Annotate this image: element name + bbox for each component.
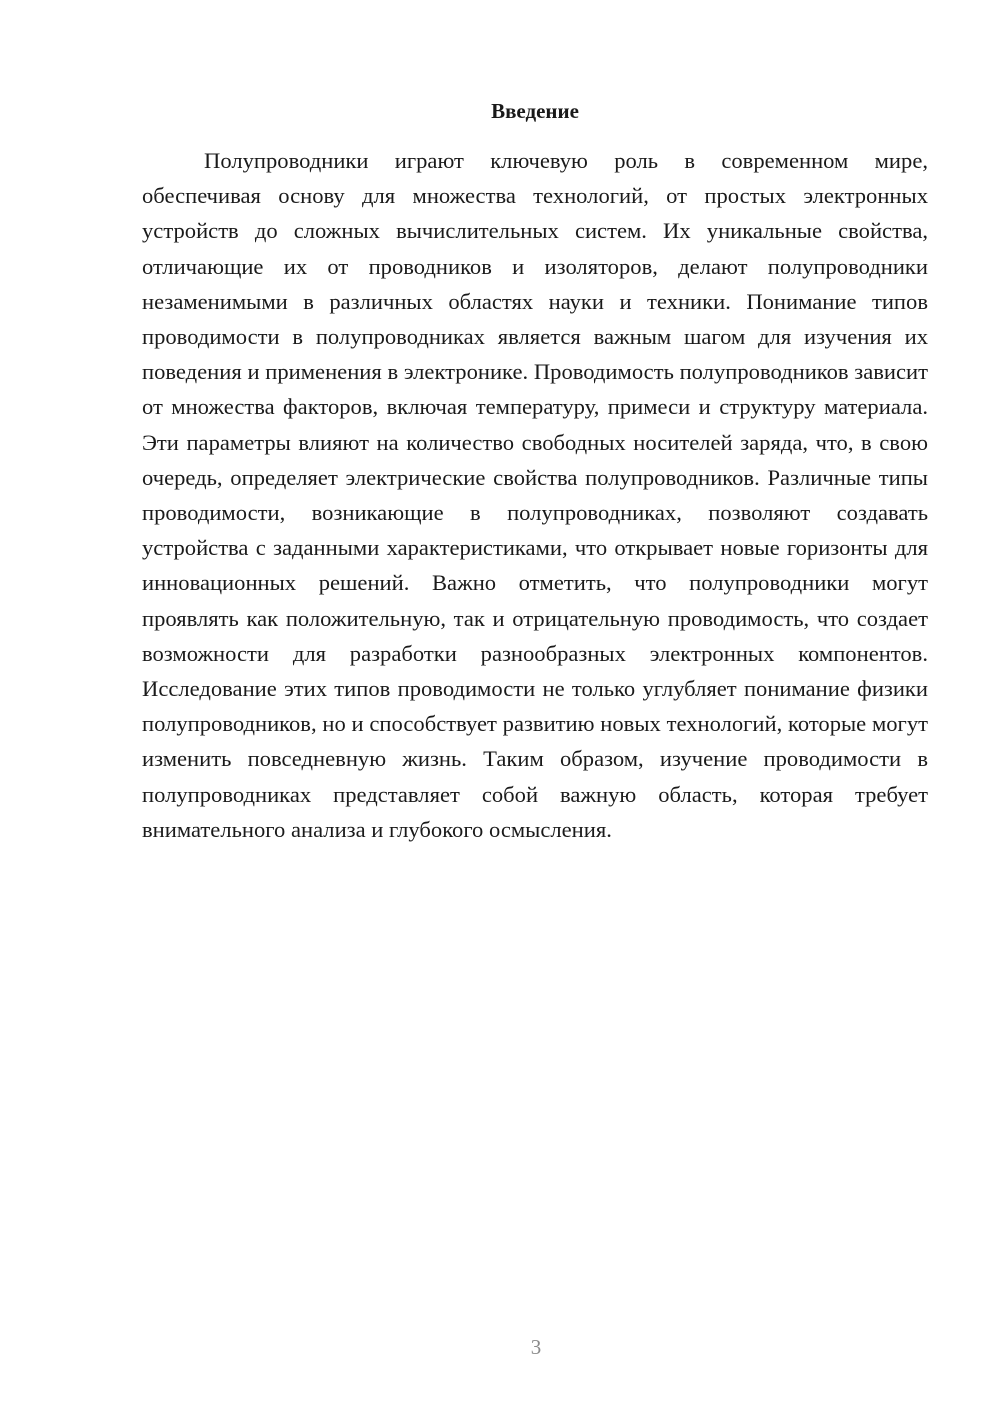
page-number: 3 [530, 1335, 542, 1359]
body-paragraph: Полупроводники играют ключевую роль в современном мире, обеспечивая основу для множества технологий, от простых электронных устройств до сложных вычислительных систем. Их уникальные свойства, отличающие их от проводников и изоляторов, делают полупроводники незаменимыми в различных областях науки и техники. Понимание типов проводимости в полупроводниках является важным шагом для изучения их поведения и применения в электронике. Проводимость полупроводников зависит от множества факторов, включая температуру, примеси и структуру материала. Эти параметры влияют на количество свободных носителей заряда, что, в свою очередь, определяет электрические свойства полупроводников. Различные типы проводимости, возникающие в полупроводниках, позволяют создавать устройства с заданными характеристиками, что открывает новые горизонты для инновационных решений. Важно отметить, что полупроводники могут проявлять как положительную, так и отрицательную проводимость, что создает возможности для разработки разнообразных электронных компонентов. Исследование этих типов проводимости не только углубляет понимание физики полупроводников, но и способствует развитию новых технологий, которые могут изменить повседневную жизнь. Таким образом, изучение проводимости в полупроводниках представляет собой важную область, которая требует внимательного анализа и глубокого осмысления. [142, 148, 928, 842]
section-heading: Введение [491, 99, 579, 123]
